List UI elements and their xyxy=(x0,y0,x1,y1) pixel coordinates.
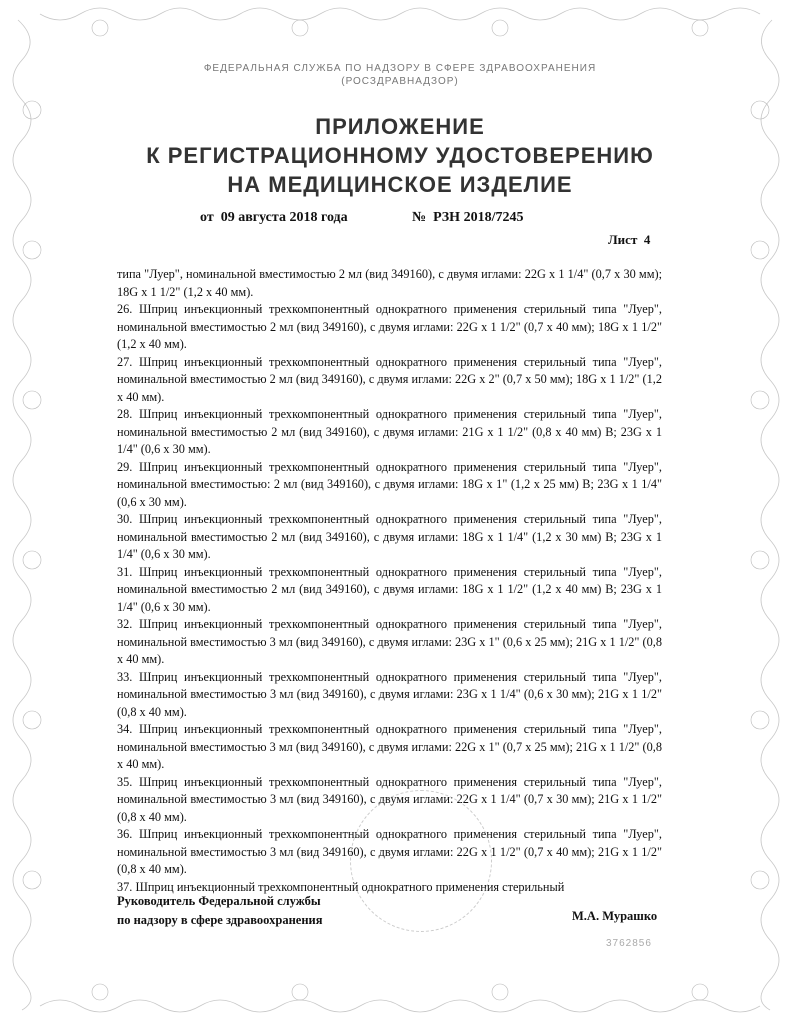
agency-header xyxy=(120,62,680,88)
list-item: 32. Шприц инъекционный трехкомпонентный однократного применения стерильный типа "Луер", номинальной вместимостью 3 мл (вид 349160), с двумя иглами: 23G x 1" (0,6 x 25 мм); 21G x 1 1/2" (0,8 x 40 мм). xyxy=(117,617,662,666)
registration-number: № РЗН 2018/7245 xyxy=(412,210,524,225)
sheet-number: Лист 4 xyxy=(608,232,651,247)
list-item: 34. Шприц инъекционный трехкомпонентный однократного применения стерильный типа "Луер", номинальной вместимостью 3 мл (вид 349160), с двумя иглами: 22G x 1" (0,7 x 25 мм); 21G x 1 1/2" (0,8 x 40 мм). xyxy=(117,722,662,771)
title-line-1: ПРИЛОЖЕНИЕ xyxy=(315,114,485,139)
list-item: 28. Шприц инъекционный трехкомпонентный однократного применения стерильный типа "Луер", номинальной вместимостью 2 мл (вид 349160), с двумя иглами: 21G x 1 1/2" (0,8 x 40 мм) В; 23G x 1 1/4" (0,6 x 30 мм). xyxy=(117,407,662,456)
title-line-2: К РЕГИСТРАЦИОННОМУ УДОСТОВЕРЕНИЮ xyxy=(146,143,654,168)
list-item: 35. Шприц инъекционный трехкомпонентный однократного применения стерильный типа "Луер", номинальной вместимостью 3 мл (вид 349160), с двумя иглами: 22G x 1 1/4" (0,7 x 30 мм); 21G x 1 1/2" (0,8 x 40 мм). xyxy=(117,774,662,824)
signer-title-line-1: Руководитель Федеральной службы xyxy=(117,894,321,908)
agency-abbrev: (РОСЗДРАВНАДЗОР) xyxy=(341,76,459,87)
list-item: 29. Шприц инъекционный трехкомпонентный однократного применения стерильный типа "Луер", номинальной вместимостью: 2 мл (вид 349160), с двумя иглами: 18G x 1" (1,2 x 25 мм) В; 23G x 1 1/4" (0,6 x 30 мм). xyxy=(117,459,662,509)
list-item: 27. Шприц инъекционный трехкомпонентный однократного применения стерильный типа "Луер", номинальной вместимостью 2 мл (вид 349160), с двумя иглами: 22G x 2" (0,7 x 50 мм); 18G x 1 1/2" (1,2 x 40 мм). xyxy=(117,354,662,404)
list-item: 26. Шприц инъекционный трехкомпонентный однократного применения стерильный типа "Луер", номинальной вместимостью 2 мл (вид 349160), с двумя иглами: 22G x 1 1/2" (0,7 x 40 мм); 18G x 1 1/2" (1,2 x 40 мм). xyxy=(117,302,662,351)
signer-title-line-2: по надзору в сфере здравоохранения xyxy=(117,913,323,927)
list-item: 36. Шприц инъекционный трехкомпонентный однократного применения стерильный типа "Луер", номинальной вместимостью 3 мл (вид 349160), с двумя иглами: 22G x 1 1/2" (0,7 x 40 мм); 21G x 1 1/2" (0,8 x 40 мм). xyxy=(117,827,662,876)
serial-code: 3762856 xyxy=(606,938,652,949)
list-item: 33. Шприц инъекционный трехкомпонентный однократного применения стерильный типа "Луер", номинальной вместимостью 3 мл (вид 349160), с двумя иглами: 23G x 1 1/4" (0,6 x 30 мм); 21G x 1 1/2" (0,8 x 40 мм). xyxy=(117,669,662,719)
title-line-3: НА МЕДИЦИНСКОЕ ИЗДЕЛИЕ xyxy=(227,172,573,197)
registration-date: от 09 августа 2018 года xyxy=(200,210,348,225)
signer-title xyxy=(117,892,323,930)
list-item: 30. Шприц инъекционный трехкомпонентный однократного применения стерильный типа "Луер", номинальной вместимостью 2 мл (вид 349160), с двумя иглами: 18G x 1 1/4" (1,2 x 30 мм) В; 23G x 1 1/4" (0,6 x 30 мм). xyxy=(117,512,662,561)
agency-name: ФЕДЕРАЛЬНАЯ СЛУЖБА ПО НАДЗОРУ В СФЕРЕ ЗДРАВООХРАНЕНИЯ xyxy=(203,63,597,74)
signer-name: М.А. Мурашко xyxy=(572,909,658,923)
list-item: типа "Луер", номинальной вместимостью 2 мл (вид 349160), с двумя иглами: 22G x 1 1/4" (0,7 x 30 мм); 18G x 1 1/2" (1,2 x 40 мм). xyxy=(117,267,662,299)
list-item: 31. Шприц инъекционный трехкомпонентный однократного применения стерильный типа "Луер", номинальной вместимостью 2 мл (вид 349160), с двумя иглами: 18G x 1 1/2" (1,2 x 40 мм) В; 23G x 1 1/4" (0,6 x 30 мм). xyxy=(117,564,662,614)
list-item: 37. Шприц инъекционный трехкомпонентный однократного применения стерильный xyxy=(117,879,565,894)
official-stamp xyxy=(350,790,492,932)
